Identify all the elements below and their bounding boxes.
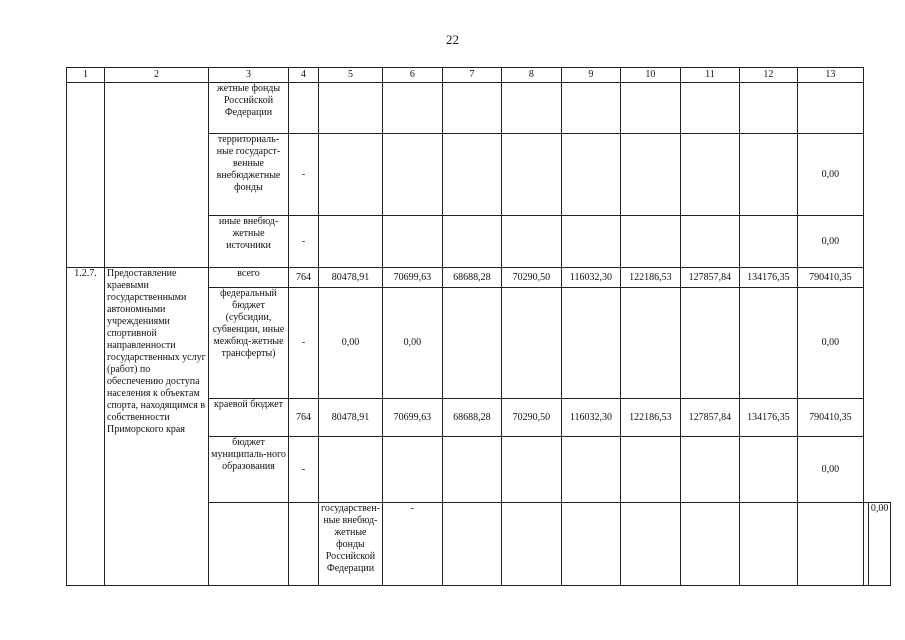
source-cell: иные внебюд-жетные источники <box>209 216 289 268</box>
value-cell <box>442 83 501 134</box>
value-cell <box>442 503 501 586</box>
value-cell <box>501 503 561 586</box>
header-cell: 7 <box>442 68 501 83</box>
value-cell: 68688,28 <box>442 268 501 288</box>
value-cell <box>620 503 680 586</box>
value-cell <box>442 216 501 268</box>
value-cell <box>501 216 561 268</box>
value-cell <box>680 288 739 399</box>
value-cell <box>501 288 561 399</box>
value-cell <box>797 503 863 586</box>
item-number: 1.2.7. <box>67 268 105 586</box>
value-cell: 122186,53 <box>620 399 680 437</box>
value-cell <box>442 437 501 503</box>
source-cell: федеральный бюджет (субсидии, субвенции, иные межбюд-жетные трансферты) <box>209 288 289 399</box>
value-cell <box>561 83 620 134</box>
header-row <box>67 68 891 83</box>
value-cell: 68688,28 <box>442 399 501 437</box>
value-cell <box>561 134 620 216</box>
value-cell: 70290,50 <box>501 268 561 288</box>
value-cell: 127857,84 <box>680 268 739 288</box>
header-cell: 9 <box>561 68 620 83</box>
value-cell: 116032,30 <box>561 399 620 437</box>
value-cell: 790410,35 <box>797 268 863 288</box>
code-cell: - <box>289 288 319 399</box>
source-cell: всего <box>209 268 289 288</box>
header-cell: 11 <box>680 68 739 83</box>
value-cell <box>561 503 620 586</box>
value-cell <box>442 288 501 399</box>
value-cell <box>620 288 680 399</box>
value-cell <box>382 134 442 216</box>
value-cell <box>620 437 680 503</box>
value-cell: 0,00 <box>797 437 863 503</box>
header-cell: 5 <box>319 68 383 83</box>
value-cell <box>739 216 797 268</box>
value-cell <box>620 134 680 216</box>
page-number: 22 <box>446 32 459 47</box>
source-cell: бюджет муниципаль-ного образования <box>209 437 289 503</box>
value-cell: 116032,30 <box>561 268 620 288</box>
value-cell <box>561 288 620 399</box>
value-cell: 0,00 <box>319 288 383 399</box>
header-cell: 10 <box>620 68 680 83</box>
value-cell <box>501 83 561 134</box>
code-cell <box>289 83 319 134</box>
value-cell <box>620 83 680 134</box>
value-cell <box>442 134 501 216</box>
code-cell: 764 <box>289 399 319 437</box>
value-cell <box>319 83 383 134</box>
header-cell: 4 <box>289 68 319 83</box>
value-cell: 0,00 <box>868 503 891 586</box>
header-cell: 3 <box>209 68 289 83</box>
source-cell: краевой бюджет <box>209 399 289 437</box>
header-cell: 1 <box>67 68 105 83</box>
value-cell <box>501 437 561 503</box>
value-cell: 70699,63 <box>382 268 442 288</box>
value-cell: 134176,35 <box>739 268 797 288</box>
source-cell: территориаль-ные государст-венные внебюджетные фонды <box>209 134 289 216</box>
value-cell <box>797 83 863 134</box>
value-cell: 80478,91 <box>319 399 383 437</box>
value-cell <box>680 216 739 268</box>
empty-cell <box>67 83 105 268</box>
value-cell: 122186,53 <box>620 268 680 288</box>
header-cell: 8 <box>501 68 561 83</box>
value-cell <box>561 437 620 503</box>
source-cell: государствен-ные внебюд-жетные фонды Российской Федерации <box>319 503 383 586</box>
empty-cell <box>105 83 209 268</box>
value-cell <box>382 437 442 503</box>
budget-table <box>66 67 891 586</box>
value-cell <box>319 437 383 503</box>
value-cell <box>620 216 680 268</box>
value-cell: 134176,35 <box>739 399 797 437</box>
code-cell: - <box>382 503 442 586</box>
value-cell <box>561 216 620 268</box>
value-cell: 0,00 <box>382 288 442 399</box>
value-cell <box>739 503 797 586</box>
value-cell: 0,00 <box>797 288 863 399</box>
empty-cell <box>209 503 289 586</box>
value-cell <box>382 83 442 134</box>
value-cell: 70699,63 <box>382 399 442 437</box>
value-cell <box>501 134 561 216</box>
value-cell <box>680 437 739 503</box>
header-cell: 6 <box>382 68 442 83</box>
value-cell <box>739 134 797 216</box>
header-cell: 2 <box>105 68 209 83</box>
value-cell: 80478,91 <box>319 268 383 288</box>
source-cell: жетные фонды Российской Федерации <box>209 83 289 134</box>
value-cell <box>680 134 739 216</box>
value-cell <box>319 134 383 216</box>
value-cell <box>319 216 383 268</box>
code-cell: - <box>289 216 319 268</box>
value-cell <box>680 83 739 134</box>
empty-cell <box>289 503 319 586</box>
value-cell: 0,00 <box>797 134 863 216</box>
header-cell: 13 <box>797 68 863 83</box>
value-cell <box>382 216 442 268</box>
value-cell: 0,00 <box>797 216 863 268</box>
code-cell: 764 <box>289 268 319 288</box>
table-row <box>67 83 891 134</box>
value-cell: 790410,35 <box>797 399 863 437</box>
table-row <box>67 268 891 288</box>
code-cell: - <box>289 134 319 216</box>
item-description: Предоставление краевыми государственными автономными учреждениями спортивной направленности государственных услуг (работ) по обеспечению доступа населения к объектам спорта, находящимся в собственности Приморского края <box>105 268 209 586</box>
value-cell <box>739 288 797 399</box>
header-cell: 12 <box>739 68 797 83</box>
value-cell: 70290,50 <box>501 399 561 437</box>
value-cell <box>739 437 797 503</box>
code-cell: - <box>289 437 319 503</box>
value-cell <box>739 83 797 134</box>
value-cell <box>680 503 739 586</box>
value-cell: 127857,84 <box>680 399 739 437</box>
